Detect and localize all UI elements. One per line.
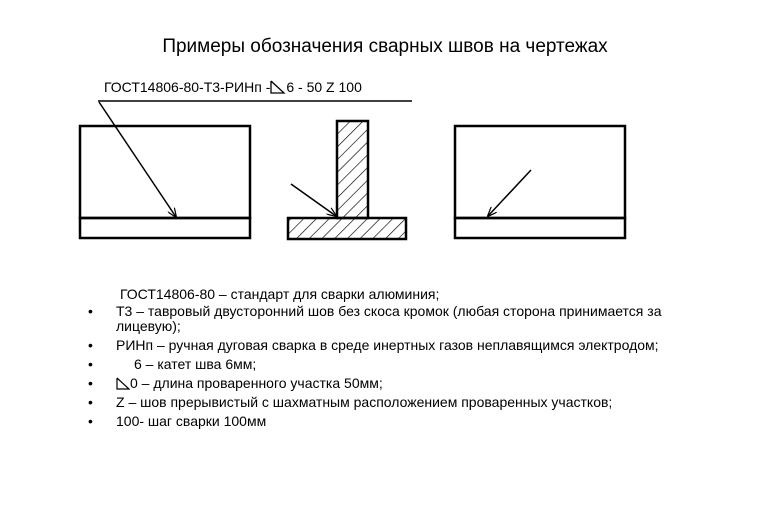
page-title: Примеры обозначения сварных швов на чертежах xyxy=(162,36,608,57)
fillet-weld-triangle-icon xyxy=(116,377,130,390)
list-item: • РИНп – ручная дуговая сварка в среде инертных газов неплавящимся электродом; xyxy=(88,338,708,353)
notes-list xyxy=(88,304,708,433)
right-joint-drawing xyxy=(455,126,625,238)
t-joint-stem xyxy=(337,121,368,218)
list-item xyxy=(88,357,708,372)
list-item-text: 6 – катет шва 6мм; xyxy=(134,356,257,372)
designation-suffix: 6 - 50 Z 100 xyxy=(286,79,362,95)
list-item xyxy=(88,376,708,391)
left-joint-drawing xyxy=(80,102,250,238)
list-item-text: 0 – длина проваренного участка 50мм; xyxy=(130,375,383,391)
right-upper-plate xyxy=(455,126,625,218)
list-item: • Z – шов прерывистый с шахматным расположением проваренных участков; xyxy=(88,395,708,410)
right-lower-plate xyxy=(455,218,625,238)
t-joint-leader-arrow xyxy=(291,184,336,216)
designation-prefix: ГОСТ14806-80-Т3-РИНп - xyxy=(104,79,271,95)
left-lower-plate xyxy=(80,218,250,238)
t-joint-base xyxy=(288,218,406,239)
list-item: • Т3 – тавровый двусторонний шов без скоса кромок (любая сторона принимается за лицевую); xyxy=(88,304,708,334)
list-item: • 100- шаг сварки 100мм xyxy=(88,414,708,429)
left-leader-arrow xyxy=(99,102,176,217)
t-joint-drawing xyxy=(288,121,406,239)
left-upper-plate xyxy=(80,126,250,218)
right-leader-arrow xyxy=(488,170,531,216)
notes-intro: ГОСТ14806-80 – стандарт для сварки алюминия; xyxy=(120,286,440,302)
